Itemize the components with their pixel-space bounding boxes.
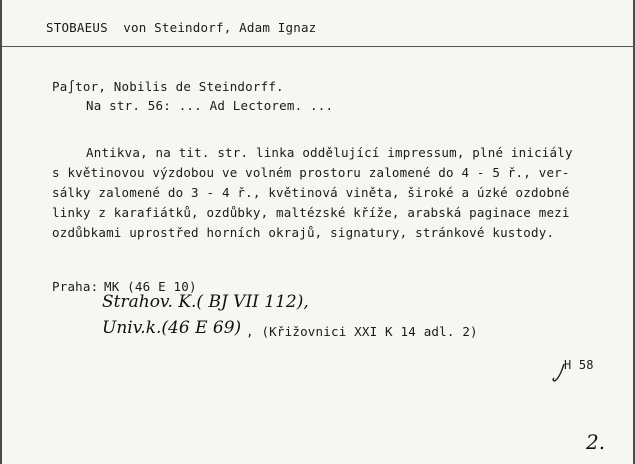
description-line: Antikva, na tit. str. linka oddělující impressum, plné iniciály xyxy=(86,145,573,160)
heading-rule xyxy=(2,46,635,47)
description-line: sálky zalomené do 3 - 4 ř., květinová viněta, široké a úzké ozdobné xyxy=(52,185,570,200)
shelf-code: H 58 xyxy=(564,358,594,372)
card-heading: STOBAEUS von Steindorf, Adam Ignaz xyxy=(46,20,317,35)
description-line: linky z karafiátků, ozdůbky, maltézské kříže, arabská paginace mezi xyxy=(52,205,570,220)
title-line-2: Na str. 56: ... Ad Lectorem. ... xyxy=(86,98,334,113)
holdings-mk: MK (46 E 10) xyxy=(104,279,197,294)
holdings-krizovnici: , (Křižovnici XXI K 14 adl. 2) xyxy=(246,324,478,339)
card-number: 2. xyxy=(586,430,606,454)
handwritten-univ: Univ.k.(46 E 69) xyxy=(102,318,242,338)
description-line: s květinovou výzdobou ve volném prostoru zalomené do 4 - 5 ř., ver- xyxy=(52,165,570,180)
holdings-label: Praha: xyxy=(52,279,99,294)
title-line-1: Pa∫tor, Nobilis de Steindorff. xyxy=(52,79,284,94)
description-line: ozdůbkami uprostřed horních okrajů, signatury, stránkové kustody. xyxy=(52,225,555,240)
hook-mark-icon xyxy=(550,362,570,384)
handwritten-strahov: Strahov. K.( BJ VII 112), xyxy=(102,292,309,312)
